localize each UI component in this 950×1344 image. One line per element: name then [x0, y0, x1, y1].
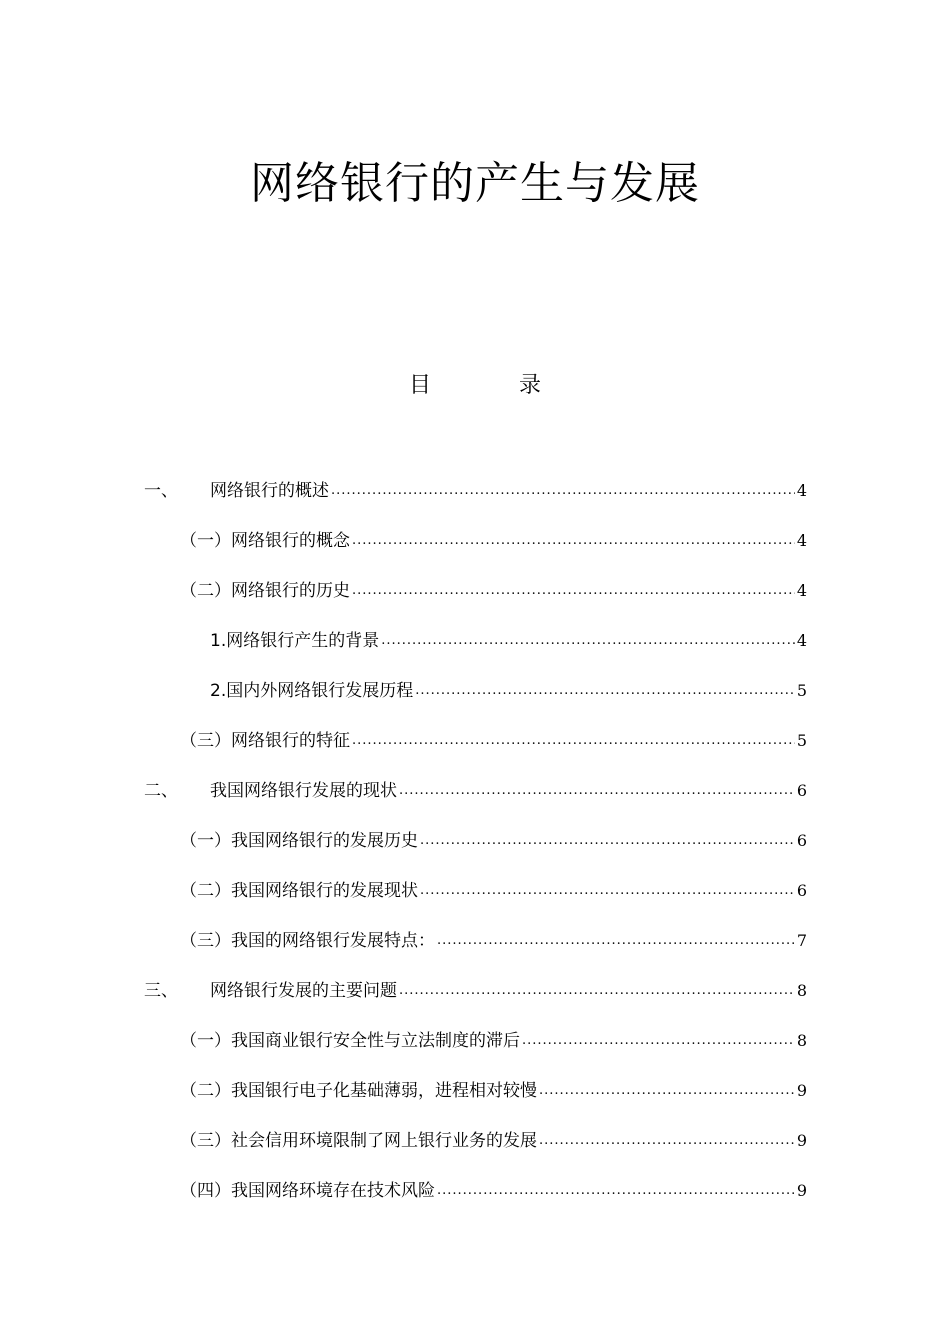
toc-entry-page: 6	[796, 781, 807, 800]
toc-entry[interactable]	[144, 1058, 807, 1108]
toc-dot-leader	[437, 1178, 795, 1204]
toc-dot-leader	[420, 878, 795, 904]
toc-dot-leader	[352, 728, 795, 754]
toc-entry[interactable]	[144, 708, 807, 758]
toc-entry-label: （三）社会信用环境限制了网上银行业务的发展	[180, 1131, 537, 1151]
toc-heading-left: 目	[408, 373, 431, 398]
toc-entry-page: 4	[796, 581, 807, 600]
toc-entry[interactable]	[144, 858, 807, 908]
toc-dot-leader	[437, 928, 795, 954]
toc-entry[interactable]	[144, 958, 807, 1008]
toc-entry-page: 4	[796, 481, 807, 500]
toc-entry[interactable]	[144, 808, 807, 858]
toc-dot-leader	[352, 528, 795, 554]
toc-entry[interactable]	[144, 758, 807, 808]
toc-entry-page: 5	[796, 681, 807, 700]
toc-entry-page: 4	[796, 631, 807, 650]
toc-dot-leader	[399, 778, 795, 804]
toc-entry-label: （四）我国网络环境存在技术风险	[180, 1181, 435, 1201]
toc-dot-leader	[352, 578, 795, 604]
toc-entry[interactable]	[144, 608, 807, 658]
toc-entry[interactable]	[144, 1008, 807, 1058]
toc-dot-leader	[381, 628, 795, 654]
toc-entry-label: 网络银行的概述	[210, 481, 329, 501]
toc-entry-label: （一）我国网络银行的发展历史	[180, 831, 418, 851]
toc-entry-label: 1.网络银行产生的背景	[210, 631, 380, 651]
toc-entry-number: 三、	[144, 981, 178, 1001]
toc-heading-right: 录	[519, 373, 542, 398]
toc-entry-label: 网络银行发展的主要问题	[210, 981, 397, 1001]
toc-entry-page: 4	[796, 531, 807, 550]
toc-entry[interactable]	[144, 458, 807, 508]
toc-entry[interactable]	[144, 658, 807, 708]
toc-dot-leader	[331, 478, 795, 504]
toc-entry[interactable]	[144, 1158, 807, 1208]
toc-dot-leader	[399, 978, 795, 1004]
toc-entry-number: 一、	[144, 481, 178, 501]
toc-dot-leader	[539, 1128, 795, 1154]
toc-dot-leader	[522, 1028, 795, 1054]
toc-entry[interactable]	[144, 1108, 807, 1158]
toc-entry-page: 6	[796, 831, 807, 850]
toc-entry-label: （一）我国商业银行安全性与立法制度的滞后	[180, 1031, 520, 1051]
toc-entry-page: 7	[796, 931, 807, 950]
toc-entry-label: （二）我国网络银行的发展现状	[180, 881, 418, 901]
toc-dot-leader	[420, 828, 795, 854]
toc-entry-label: （三）我国的网络银行发展特点：	[180, 931, 435, 951]
table-of-contents	[144, 458, 807, 1208]
document-title: 网络银行的产生与发展	[250, 158, 700, 209]
toc-entry-page: 8	[796, 1031, 807, 1050]
toc-entry[interactable]	[144, 558, 807, 608]
toc-entry-label: 2.国内外网络银行发展历程	[210, 681, 414, 701]
toc-entry-page: 5	[796, 731, 807, 750]
toc-entry[interactable]	[144, 508, 807, 558]
toc-entry-page: 9	[796, 1131, 807, 1150]
toc-entry-page: 9	[796, 1181, 807, 1200]
toc-dot-leader	[539, 1078, 795, 1104]
toc-heading	[0, 370, 950, 402]
toc-entry-label: 我国网络银行发展的现状	[210, 781, 397, 801]
toc-dot-leader	[415, 678, 795, 704]
toc-entry-label: （三）网络银行的特征	[180, 731, 350, 751]
toc-entry-page: 8	[796, 981, 807, 1000]
toc-entry-label: （一）网络银行的概念	[180, 531, 350, 551]
toc-entry-number: 二、	[144, 781, 178, 801]
toc-entry-page: 6	[796, 881, 807, 900]
toc-entry-label: （二）网络银行的历史	[180, 581, 350, 601]
toc-entry-page: 9	[796, 1081, 807, 1100]
toc-entry-label: （二）我国银行电子化基础薄弱，进程相对较慢	[180, 1081, 537, 1101]
toc-entry[interactable]	[144, 908, 807, 958]
